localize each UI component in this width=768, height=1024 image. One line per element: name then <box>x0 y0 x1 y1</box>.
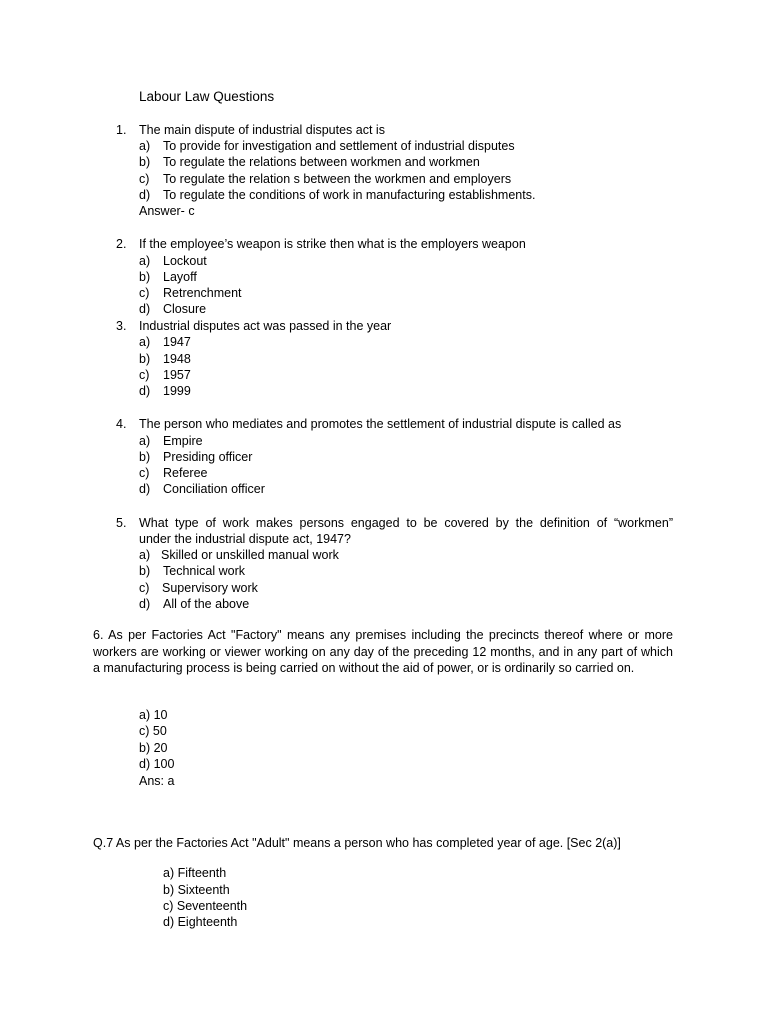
option-letter: c) <box>139 286 150 300</box>
option-letter: a) <box>139 335 151 349</box>
option-text: 1957 <box>163 368 191 382</box>
question-number: 2. <box>116 237 127 251</box>
question-text: The person who mediates and promotes the settlement of industrial dispute is called as <box>139 417 622 431</box>
option-text: Presiding officer <box>163 450 253 464</box>
option-text: All of the above <box>163 597 250 611</box>
option-letter: c) <box>139 581 150 595</box>
option-text: c) 50 <box>139 724 167 738</box>
option-text: To regulate the relations between workmen and workmen <box>163 155 480 169</box>
option-letter: a) <box>139 139 151 153</box>
option-text: a) Fifteenth <box>163 866 227 880</box>
option-letter: d) <box>139 384 151 398</box>
option-letter: a) <box>139 548 151 562</box>
option-letter: c) <box>139 466 150 480</box>
option-letter: c) <box>139 172 150 186</box>
option-letter: c) <box>139 368 150 382</box>
question-text: Industrial disputes act was passed in the year <box>139 319 392 333</box>
question-number: 1. <box>116 123 127 137</box>
option-text: d) 100 <box>139 757 175 771</box>
document-title: Labour Law Questions <box>139 89 275 104</box>
option-text: 1947 <box>163 335 191 349</box>
option-text: To regulate the relation s between the workmen and employers <box>163 172 512 186</box>
option-letter: b) <box>139 352 151 366</box>
question-text-line: under the industrial dispute act, 1947? <box>139 532 351 546</box>
option-text: d) Eighteenth <box>163 915 238 929</box>
option-letter: b) <box>139 155 151 169</box>
option-text: To provide for investigation and settlement of industrial disputes <box>163 139 515 153</box>
question-number: 5. <box>116 516 127 530</box>
option-text: Lockout <box>163 254 207 268</box>
question-text: Q.7 As per the Factories Act "Adult" means a person who has completed year of age. [Sec 2(a)] <box>93 836 621 850</box>
option-text: a) 10 <box>139 708 168 722</box>
question-number: 4. <box>116 417 127 431</box>
option-text: To regulate the conditions of work in manufacturing establishments. <box>163 188 536 202</box>
option-text: c) Seventeenth <box>163 899 248 913</box>
option-letter: d) <box>139 482 151 496</box>
answer-text: Ans: a <box>139 774 175 788</box>
option-letter: d) <box>139 597 151 611</box>
option-letter: d) <box>139 302 151 316</box>
question-text: If the employee’s weapon is strike then what is the employers weapon <box>139 237 526 251</box>
option-text: Skilled or unskilled manual work <box>161 548 339 562</box>
answer-text: Answer- c <box>139 204 195 218</box>
option-text: b) Sixteenth <box>163 883 230 897</box>
option-letter: b) <box>139 450 151 464</box>
option-text: Closure <box>163 302 207 316</box>
question-text-line: What type of work makes persons engaged to be covered by the definition of “workmen” <box>139 516 673 530</box>
option-text: Conciliation officer <box>163 482 265 496</box>
option-letter: b) <box>139 270 151 284</box>
option-letter: d) <box>139 188 151 202</box>
question-text: 6. As per Factories Act "Factory" means any premises including the precincts thereof where or more workers are working or viewer working on any day of the preceding 12 months, and in any part of which a manufacturing process is being carried on without the aid of power, or is ordinarily so carried on. <box>93 628 673 675</box>
option-text: Empire <box>163 434 203 448</box>
option-letter: a) <box>139 434 151 448</box>
option-text: b) 20 <box>139 741 168 755</box>
option-text: Supervisory work <box>162 581 258 595</box>
question-number: 3. <box>116 319 127 333</box>
option-letter: a) <box>139 254 151 268</box>
option-letter: b) <box>139 564 151 578</box>
option-text: Retrenchment <box>163 286 242 300</box>
option-text: 1999 <box>163 384 191 398</box>
option-text: 1948 <box>163 352 191 366</box>
question-text: The main dispute of industrial disputes act is <box>139 123 385 137</box>
option-text: Layoff <box>163 270 197 284</box>
option-text: Referee <box>163 466 208 480</box>
option-text: Technical work <box>163 564 245 578</box>
